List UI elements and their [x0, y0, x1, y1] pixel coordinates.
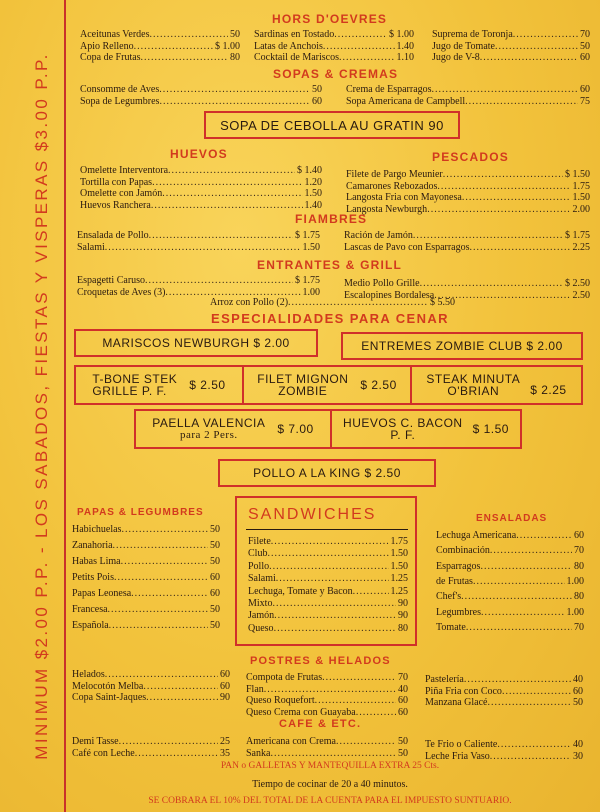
item-name: Lechuga, Tomate y Bacon [248, 585, 353, 597]
menu-item [248, 586, 408, 598]
item-name: Sopa de Legumbres [80, 95, 160, 107]
item-price: 70 [580, 29, 590, 40]
item-name: Compota de Frutas [246, 672, 323, 683]
item-price: 1.75 [390, 536, 408, 547]
arroz-con-pollo-row [210, 297, 455, 309]
item-price: 80 [574, 591, 584, 603]
menu-item [72, 556, 220, 568]
item-name: Salami [77, 241, 105, 253]
item-price: $ 2.50 [565, 278, 590, 289]
menu-item [344, 278, 590, 290]
paella-name2: para 2 Pers. [179, 429, 238, 441]
item-name: Omelette Interventora [80, 165, 169, 176]
item-name: Espagetti Caruso [77, 275, 146, 286]
item-name: Croquetas de Aves (3) [77, 286, 166, 298]
item-price: 60 [580, 84, 590, 95]
item-name: Suprema de Toronja [432, 29, 513, 40]
item-price: 60 [574, 530, 584, 541]
menu-item [254, 29, 414, 41]
menu-item [425, 674, 583, 686]
sopa-cebolla-box: SOPA DE CEBOLLA AU GRATIN 90 [204, 111, 460, 139]
item-name: Camarones Rebozados [346, 180, 438, 192]
menu-item [72, 572, 220, 584]
pescados-heading: PESCADOS [432, 150, 509, 164]
menu-item [77, 242, 320, 254]
menu-item [72, 588, 220, 600]
sandwiches-heading: SANDWICHES [248, 506, 377, 523]
menu-item [436, 561, 584, 573]
menu-item [436, 545, 584, 557]
item-price: 50 [210, 620, 220, 631]
menu-item [425, 697, 583, 709]
item-name: Escalopines Bordalesa [344, 289, 435, 301]
item-name: Latas de Anchois [254, 40, 323, 52]
item-name: Ensalada de Pollo [77, 230, 149, 241]
menu-item [72, 540, 220, 552]
item-name: Demi Tasse [72, 736, 119, 747]
item-name: Habichuelas [72, 524, 122, 535]
item-name: Arroz con Pollo (2) [210, 297, 289, 308]
item-name: Omelette con Jamón [80, 188, 163, 199]
item-price: 1.40 [304, 199, 322, 211]
item-name: Leche Fria Vaso [425, 750, 490, 762]
item-price: 80 [574, 560, 584, 572]
menu-item [72, 736, 230, 748]
tiempo-note: Tiempo de cocinar de 20 a 40 minutos. [252, 779, 408, 790]
item-price: 90 [398, 610, 408, 622]
item-price: 70 [574, 621, 584, 633]
item-name: Aceitunas Verdes [80, 29, 150, 40]
item-name: Tortilla con Papas [80, 176, 153, 188]
item-name: Melocotón Melba [72, 680, 144, 692]
item-price: $ 5.50 [430, 297, 455, 308]
item-name: Filete [248, 536, 271, 547]
menu-item [425, 739, 583, 751]
paella-price: $ 7.00 [277, 422, 314, 436]
item-price: 80 [398, 622, 408, 634]
especialidades-heading: ESPECIALIDADES PARA CENAR [211, 311, 449, 326]
item-price: 40 [398, 683, 408, 695]
item-name: Medio Pollo Grille [344, 278, 420, 289]
item-price: 1.50 [302, 241, 320, 253]
item-name: Club [248, 548, 268, 560]
item-price: 60 [580, 52, 590, 63]
menu-item [80, 188, 322, 200]
item-name: Ración de Jamón [344, 230, 413, 241]
menu-item [248, 548, 408, 560]
menu-item [246, 707, 408, 719]
entremes-zombie-box: ENTREMES ZOMBIE CLUB $ 2.00 [341, 332, 583, 360]
menu-item [80, 41, 240, 53]
item-price: 60 [398, 695, 408, 706]
entrantes-heading: ENTRANTES & GRILL [257, 258, 403, 272]
item-price: 1.50 [304, 188, 322, 199]
menu-item [432, 41, 590, 53]
menu-item [436, 530, 584, 542]
menu-item [346, 192, 590, 204]
menu-item [436, 591, 584, 603]
item-price: 2.50 [572, 289, 590, 301]
item-name: Cocktail de Mariscos [254, 52, 339, 63]
item-price: $ 1.75 [295, 275, 320, 286]
item-price: 1.50 [390, 560, 408, 572]
item-price: 1.00 [566, 575, 584, 587]
menu-item [72, 692, 230, 704]
item-name: Papas Leonesa [72, 588, 132, 599]
item-name: Esparragos [436, 560, 481, 572]
menu-item [80, 165, 322, 177]
item-name: de Frutas [436, 575, 473, 587]
item-name: Sopa Americana de Campbell [346, 95, 466, 107]
huevos-bacon-price: $ 1.50 [472, 422, 509, 436]
item-price: 50 [210, 540, 220, 551]
item-name: Manzana Glacé [425, 697, 488, 708]
menu-item [72, 681, 230, 693]
menu-item [246, 672, 408, 684]
item-price: 60 [210, 572, 220, 583]
item-price: 70 [398, 672, 408, 683]
filet-name2: ZOMBIE [278, 384, 328, 398]
menu-item [72, 669, 230, 681]
postres-heading: POSTRES & HELADOS [250, 655, 391, 667]
item-name: Helados [72, 669, 105, 680]
item-price: 2.00 [572, 203, 590, 215]
item-name: Mixto [248, 598, 273, 609]
item-name: Te Frio o Caliente [425, 739, 498, 750]
item-name: Pastelería [425, 674, 464, 685]
item-price: $ 1.00 [389, 29, 414, 40]
item-name: Sardinas en Tostado [254, 29, 335, 40]
item-price: $ 1.40 [297, 165, 322, 176]
minimum-charge-text: MINIMUM $2.00 P.P. - LOS SABADOS, FIESTAS Y VISPERAS $3.00 P.P. [32, 52, 51, 760]
item-name: Pollo [248, 560, 270, 572]
item-name: Langosta Newburgh [346, 203, 428, 215]
menu-item [72, 524, 220, 536]
item-name: Lechuga Americana [436, 530, 517, 541]
item-price: 1.25 [390, 573, 408, 585]
menu-item [248, 598, 408, 610]
tbone-name1: T-BONE STEK [92, 372, 178, 386]
item-name: Salami [248, 573, 276, 585]
menu-item [248, 561, 408, 573]
item-price: 90 [398, 598, 408, 609]
menu-item [77, 275, 320, 287]
tbone-name2: GRILLE P. F. [92, 384, 167, 398]
menu-item [72, 620, 220, 632]
menu-item [248, 573, 408, 585]
item-price: 1.00 [566, 606, 584, 618]
item-name: Sanka [246, 747, 271, 759]
item-name: Lascas de Pavo con Esparragos [344, 241, 470, 253]
item-price: $ 1.75 [565, 230, 590, 241]
item-price: 50 [573, 697, 583, 708]
item-price: 25 [220, 736, 230, 747]
item-price: 1.50 [390, 548, 408, 560]
item-name: Café con Leche [72, 747, 135, 759]
item-name: Legumbres [436, 606, 481, 618]
pollo-a-la-king-box: POLLO A LA KING $ 2.50 [218, 459, 436, 487]
menu-item [346, 204, 590, 216]
item-price: 50 [580, 40, 590, 52]
huevos-heading: HUEVOS [170, 147, 228, 161]
item-price: 40 [573, 674, 583, 685]
item-price: 1.50 [572, 192, 590, 203]
item-price: 50 [312, 84, 322, 95]
item-name: Española [72, 620, 109, 631]
item-price: 50 [398, 747, 408, 759]
mariscos-newburgh-box: MARISCOS NEWBURGH $ 2.00 [74, 329, 318, 357]
item-name: Jamón [248, 610, 275, 622]
menu-item [344, 242, 590, 254]
filet-price: $ 2.50 [360, 378, 397, 392]
huevos-bacon-name1: HUEVOS C. BACON [343, 416, 463, 430]
margin-rule [64, 0, 66, 812]
item-name: Copa de Frutas [80, 52, 141, 63]
item-price: 75 [580, 95, 590, 107]
menu-item [432, 52, 590, 64]
menu-item [436, 622, 584, 634]
item-name: Huevos Ranchera [80, 199, 151, 211]
papas-heading: PAPAS & LEGUMBRES [77, 507, 204, 518]
item-price: 50 [210, 524, 220, 535]
menu-item [346, 169, 590, 181]
sandwiches-rule [246, 529, 408, 530]
item-price: $ 1.50 [565, 169, 590, 180]
menu-item [432, 29, 590, 41]
item-name: Combinación [436, 545, 490, 557]
menu-item [425, 686, 583, 698]
menu-item [346, 181, 590, 193]
hors-doeuvres-heading: HORS D'OEVRES [272, 12, 388, 26]
item-price: 60 [398, 706, 408, 718]
steaks-box [74, 365, 583, 405]
steak-price: $ 2.25 [530, 383, 567, 397]
item-name: Tomate [436, 621, 466, 633]
item-name: Jugo de Tomate [432, 40, 495, 52]
item-price: 1.25 [390, 585, 408, 597]
item-name: Queso [248, 622, 274, 634]
menu-item [246, 684, 408, 696]
item-name: Zanahoria [72, 540, 113, 551]
item-price: 60 [312, 95, 322, 107]
item-price: 1.00 [302, 286, 320, 298]
item-name: Queso Roquefort [246, 695, 315, 706]
item-price: 60 [210, 588, 220, 599]
sopas-heading: SOPAS & CREMAS [273, 67, 399, 81]
item-name: Langosta Fria con Mayonesa [346, 192, 462, 203]
huevos-bacon-name2: P. F. [390, 428, 416, 442]
item-price: 40 [573, 739, 583, 750]
item-price: 1.20 [304, 176, 322, 188]
item-price: 90 [220, 692, 230, 703]
item-price: 1.75 [572, 180, 590, 192]
menu-item [436, 607, 584, 619]
item-name: Flan [246, 683, 264, 695]
menu-item [346, 96, 590, 108]
item-price: 70 [574, 545, 584, 557]
item-name: Habas Lima [72, 556, 121, 567]
paella-name1: PAELLA VALENCIA [152, 416, 266, 430]
menu-item [72, 748, 230, 760]
item-name: Petits Pois [72, 572, 114, 583]
item-price: 50 [398, 736, 408, 747]
item-price: 30 [573, 750, 583, 762]
item-price: 50 [210, 604, 220, 615]
menu-item [344, 230, 590, 242]
steak-name2: O'BRIAN [447, 384, 500, 398]
menu-item [346, 84, 590, 96]
item-price: 50 [230, 29, 240, 40]
menu-item [72, 604, 220, 616]
item-name: Consomme de Aves [80, 84, 160, 95]
item-price: 60 [573, 685, 583, 697]
item-price: 60 [220, 669, 230, 680]
item-name: Queso Crema con Guayaba [246, 706, 356, 718]
item-price: 60 [220, 680, 230, 692]
steak-name1: STEAK MINUTA [426, 372, 521, 386]
menu-item [77, 230, 320, 242]
item-name: Apio Relleno [80, 40, 134, 52]
item-price: 35 [220, 747, 230, 759]
item-price: 80 [230, 52, 240, 63]
menu-item [254, 41, 414, 53]
menu-item [254, 52, 414, 64]
cafe-heading: CAFE & ETC. [279, 718, 362, 730]
menu-item [246, 748, 408, 760]
menu-item [248, 610, 408, 622]
item-price: 50 [210, 556, 220, 567]
item-name: Jugo de V-8 [432, 52, 480, 63]
item-name: Francesa [72, 604, 108, 615]
menu-item [80, 52, 240, 64]
paella-huevos-box [134, 409, 522, 449]
ensaladas-heading: ENSALADAS [476, 513, 548, 524]
menu-item [436, 576, 584, 588]
menu-item [80, 96, 322, 108]
impuesto-note: SE COBRARA EL 10% DEL TOTAL DE LA CUENTA PARA EL IMPUESTO SUNTUARIO. [148, 796, 512, 806]
tbone-price: $ 2.50 [189, 378, 226, 392]
item-price: $ 1.00 [215, 40, 240, 52]
item-price: 1.40 [396, 40, 414, 52]
menu-item [80, 200, 322, 212]
item-name: Piña Fria con Coco [425, 685, 502, 697]
menu-item [248, 536, 408, 548]
filet-name1: FILET MIGNON [257, 372, 349, 386]
fiambres-heading: FIAMBRES [295, 212, 368, 226]
item-price: 1.10 [396, 52, 414, 63]
item-price: $ 1.75 [295, 230, 320, 241]
item-name: Americana con Crema [246, 736, 336, 747]
menu-item [80, 177, 322, 189]
item-name: Crema de Esparragos [346, 84, 432, 95]
item-price: 2.25 [572, 241, 590, 253]
menu-item [248, 623, 408, 635]
item-name: Chef's [436, 591, 462, 603]
menu-item [246, 736, 408, 748]
menu-item [246, 695, 408, 707]
pan-note: PAN o GALLETAS Y MANTEQUILLA EXTRA 25 Cts. [220, 761, 440, 771]
item-name: Filete de Pargo Meunier [346, 169, 443, 180]
item-name: Copa Saint-Jaques [72, 692, 147, 703]
menu-item [80, 29, 240, 41]
menu-item [80, 84, 322, 96]
